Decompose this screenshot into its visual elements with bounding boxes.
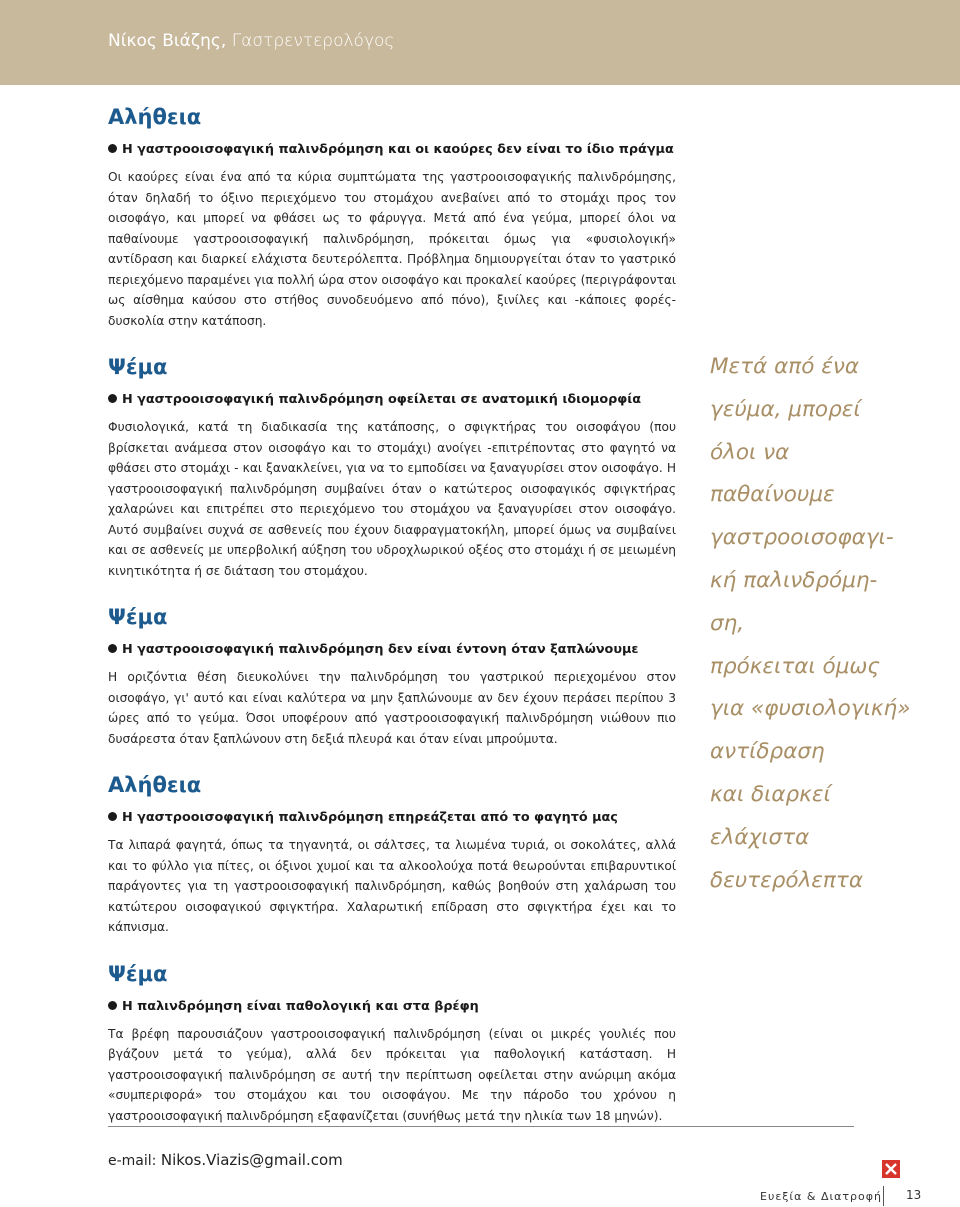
author-byline	[108, 31, 394, 51]
author-name: Νίκος Βιάζης,	[108, 31, 227, 51]
section-paragraph: Φυσιολογικά, κατά τη διαδικασία της κατάποσης, ο σφιγκτήρας του οισοφάγου (που βρίσκεται ανάμεσα στον οισοφάγο και το στομάχι) ανοίγει -επιτρέποντας στο φαγητό να φθάσει στο στομάχι - και ξανακλείνει, για να το εμποδίσει να ξαναγυρίσει στον οισοφάγο. Η γαστροοισοφαγική παλινδρόμηση συμβαίνει όταν ο κατώτερος οισοφαγικός σφιγκτήρας χαλαρώνει και επιτρέπει στο περιεχόμενο του στομάχου να ξαναγυρίσει στον οισοφάγο. Αυτό συμβαίνει συχνά σε ασθενείς που έχουν διαφραγματοκήλη, μπορεί όμως να συμβαίνει και σε ασθενείς με υπερβολική αύξηση του υδροχλωρικού οξέος στο στομάχι ή σε μειωμένη κινητικότητα ή σε διάταση του στομάχου.	[108, 420, 676, 578]
section-3	[108, 603, 676, 749]
pull-quote-line: ελάχιστα	[710, 824, 810, 850]
footer-email	[108, 1151, 343, 1169]
pull-quote-line: πρόκειται όμως	[710, 653, 880, 679]
section-subheading: Η γαστροοισοφαγική παλινδρόμηση δεν είναι έντονη όταν ξαπλώνουμε	[108, 641, 676, 659]
section-1	[108, 103, 676, 331]
pull-quote-line: κή παλινδρόμη-	[710, 567, 878, 593]
pull-quote-line: Μετά από ένα	[710, 354, 860, 379]
pull-quote-line: και διαρκεί	[710, 781, 831, 807]
section-paragraph: Οι καούρες είναι ένα από τα κύρια συμπτώματα της γαστροοισοφαγικής παλινδρόμησης, όταν δηλαδή το όξινο περιεχόμενο του στομάχου ανεβαίνει από το στομάχι προς τον οισοφάγο, και μπορεί να φθάσει ως το φάρυγγα. Μετά από ένα γεύμα, μπορεί όλοι να παθαίνουμε γαστροοισοφαγική παλινδρόμηση, πρόκειται όμως για «φυσιολογική» αντίδραση και διαρκεί ελάχιστα δευτερόλεπτα. Πρόβλημα δημιουργείται όταν το γαστρικό περιεχόμενο παραμένει για πολλή ώρα στον οισοφάγο και προκαλεί καούρες (περιγράφονται ως αίσθημα καύσου στο στήθος συνοδευόμενο από πόνο), ξινίλες και -κάποιες φορές- δυσκολία στην κατάποση.	[108, 170, 676, 328]
pull-quote-line: ση,	[710, 610, 745, 636]
bullet-icon	[108, 812, 117, 821]
article-body	[108, 103, 676, 1148]
section-paragraph: Τα βρέφη παρουσιάζουν γαστροοισοφαγική παλινδρόμηση (είναι οι μικρές γουλιές που βγάζουν μετά το γεύμα), αλλά δεν πρόκειται για παθολογική κατάσταση. Η γαστροοισοφαγική παλινδρόμηση σε αυτή την περίπτωση οφείλεται στην ανώριμη ακόμα «συμπεριφορά» του στομάχου και του οισοφάγου. Με την πάροδο του χρόνου η γαστροοισοφαγική παλινδρόμηση εξαφανίζεται (συνήθως μετά την ηλικία των 18 μηνών).	[108, 1026, 676, 1123]
section-heading: Ψέμα	[108, 355, 168, 379]
pull-quote	[710, 346, 950, 902]
pull-quote-line: αντίδραση	[710, 739, 825, 765]
section-subheading: Η γαστροοισοφαγική παλινδρόμηση και οι καούρες δεν είναι το ίδιο πράγμα	[108, 141, 676, 159]
section-heading: Αλήθεια	[108, 773, 202, 797]
author-role: Γαστρεντερολόγος	[231, 31, 395, 51]
section-5	[108, 960, 676, 1127]
pull-quote-line: γεύμα, μπορεί	[710, 396, 861, 422]
footer-divider	[108, 1126, 854, 1127]
section-2	[108, 353, 676, 581]
close-icon	[882, 1160, 900, 1178]
section-heading: Ψέμα	[108, 605, 168, 629]
header-band	[0, 0, 960, 85]
bullet-icon	[108, 1001, 117, 1010]
section-subheading: Η γαστροοισοφαγική παλινδρόμηση επηρεάζεται από το φαγητό μας	[108, 809, 676, 827]
page-number: 13	[906, 1188, 922, 1202]
bullet-icon	[108, 394, 117, 403]
pull-quote-line: όλοι να	[710, 439, 790, 465]
bullet-icon	[108, 644, 117, 653]
section-subheading: Η παλινδρόμηση είναι παθολογική και στα βρέφη	[108, 998, 676, 1016]
email-link[interactable]: Nikos.Viazis@gmail.com	[160, 1151, 343, 1169]
section-paragraph: Τα λιπαρά φαγητά, όπως τα τηγανητά, οι σάλτσες, τα λιωμένα τυριά, οι σοκολάτες, αλλά και το φύλλο για πίτες, οι όξινοι χυμοί και τα αλκοολούχα ποτά θεωρούνται επιβαρυντικοί παράγοντες για τη γαστροοισοφαγική παλινδρόμηση, καθώς βοηθούν στη χαλάρωση του κατώτερου οισοφαγικού σφιγκτήρα. Χαλαρωτική επίδραση στο σφιγκτήρα έχει και το κάπνισμα.	[108, 838, 676, 934]
email-label: e-mail:	[108, 1153, 157, 1169]
section-heading: Αλήθεια	[108, 105, 202, 129]
magazine-name: Ευεξία & Διατροφή	[760, 1190, 882, 1203]
pull-quote-line: για «φυσιολογική»	[710, 696, 911, 722]
footer-separator	[883, 1186, 884, 1206]
section-heading: Ψέμα	[108, 961, 168, 986]
close-icon-glyph	[882, 1160, 900, 1178]
pull-quote-line: γαστροοισοφαγι-	[710, 525, 894, 551]
pull-quote-line: δευτερόλεπτα	[710, 867, 863, 893]
pull-quote-line: παθαίνουμε	[710, 482, 835, 508]
section-paragraph: Η οριζόντια θέση διευκολύνει την παλινδρόμηση του γαστρικού περιεχομένου στον οισοφάγο, γι' αυτό και είναι καλύτερα να μην ξαπλώνουμε αν δεν έχουν περάσει περίπου 3 ώρες από το γεύμα. Όσοι υποφέρουν από γαστροοισοφαγική παλινδρόμηση νιώθουν πιο δυσάρεστα όταν ξαπλώνουν στη δεξιά πλευρά και όταν είναι μπρούμυτα.	[108, 670, 676, 746]
bullet-icon	[108, 144, 117, 153]
section-4	[108, 771, 676, 938]
section-subheading: Η γαστροοισοφαγική παλινδρόμηση οφείλεται σε ανατομική ιδιομορφία	[108, 391, 676, 409]
